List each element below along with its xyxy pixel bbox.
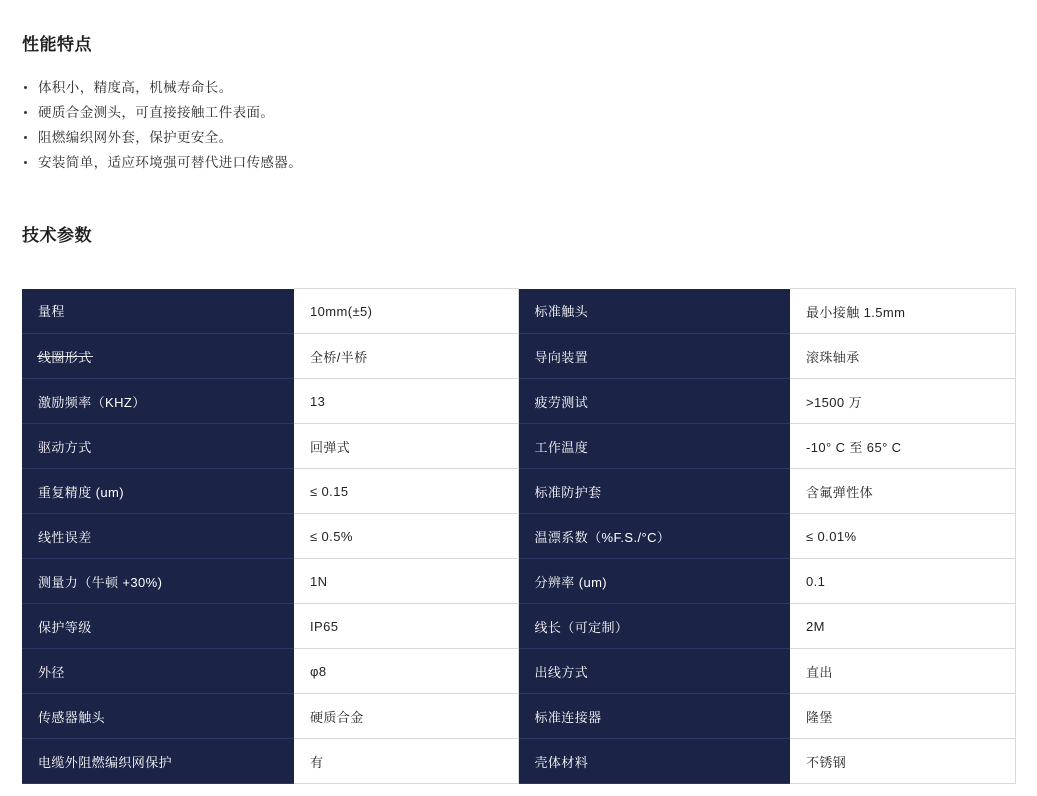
spec-value: 最小接触 1.5mm bbox=[790, 289, 1015, 334]
spec-label: 线性误差 bbox=[22, 514, 294, 559]
spec-value: >1500 万 bbox=[790, 379, 1015, 424]
table-row bbox=[22, 649, 1015, 694]
spec-value: IP65 bbox=[294, 604, 518, 649]
spec-value: ≤ 0.01% bbox=[790, 514, 1015, 559]
spec-value: 隆堡 bbox=[790, 694, 1015, 739]
spec-label: 量程 bbox=[22, 289, 294, 334]
features-list bbox=[22, 77, 1015, 173]
spec-label: 出线方式 bbox=[518, 649, 790, 694]
table-row bbox=[22, 559, 1015, 604]
spec-label: 驱动方式 bbox=[22, 424, 294, 469]
spec-value: 滚珠轴承 bbox=[790, 334, 1015, 379]
table-row bbox=[22, 739, 1015, 784]
spec-label: 外径 bbox=[22, 649, 294, 694]
spec-value: 硬质合金 bbox=[294, 694, 518, 739]
table-row bbox=[22, 334, 1015, 379]
spec-value: 1N bbox=[294, 559, 518, 604]
spec-value: φ8 bbox=[294, 649, 518, 694]
spec-label: 电缆外阻燃编织网保护 bbox=[22, 739, 294, 784]
spec-label: 标准连接器 bbox=[518, 694, 790, 739]
spec-table bbox=[22, 288, 1016, 784]
spec-value: 回弹式 bbox=[294, 424, 518, 469]
spec-value: -10° C 至 65° C bbox=[790, 424, 1015, 469]
table-row bbox=[22, 514, 1015, 559]
spec-label: 温漂系数（%F.S./°C） bbox=[518, 514, 790, 559]
spec-label: 保护等级 bbox=[22, 604, 294, 649]
spec-value: 含氟弹性体 bbox=[790, 469, 1015, 514]
spec-label: 标准触头 bbox=[518, 289, 790, 334]
spec-label: 标准防护套 bbox=[518, 469, 790, 514]
spec-label-text: 线圈形式 bbox=[38, 347, 92, 366]
spec-value: 有 bbox=[294, 739, 518, 784]
spec-value: 全桥/半桥 bbox=[294, 334, 518, 379]
spec-value: 2M bbox=[790, 604, 1015, 649]
list-item: 阻燃编织网外套，保护更安全。 bbox=[22, 127, 1015, 148]
table-row bbox=[22, 604, 1015, 649]
spec-label: 线长（可定制） bbox=[518, 604, 790, 649]
spec-table-body bbox=[22, 289, 1015, 784]
spec-value: 直出 bbox=[790, 649, 1015, 694]
table-row bbox=[22, 424, 1015, 469]
spec-value: ≤ 0.5% bbox=[294, 514, 518, 559]
list-item: 安装简单，适应环境强可替代进口传感器。 bbox=[22, 152, 1015, 173]
table-row bbox=[22, 379, 1015, 424]
spec-label: 激励频率（KHZ） bbox=[22, 379, 294, 424]
features-section-title: 性能特点 bbox=[22, 35, 92, 55]
spec-value: 13 bbox=[294, 379, 518, 424]
list-item: 体积小，精度高，机械寿命长。 bbox=[22, 77, 1015, 98]
spec-label: 分辨率 (um) bbox=[518, 559, 790, 604]
spec-label: 壳体材料 bbox=[518, 739, 790, 784]
spec-value: 10mm(±5) bbox=[294, 289, 518, 334]
list-item: 硬质合金测头，可直接接触工件表面。 bbox=[22, 102, 1015, 123]
spec-label: 重复精度 (um) bbox=[22, 469, 294, 514]
spec-value: 0.1 bbox=[790, 559, 1015, 604]
spec-label bbox=[22, 334, 294, 379]
spec-value: 不锈钢 bbox=[790, 739, 1015, 784]
spec-value: ≤ 0.15 bbox=[294, 469, 518, 514]
specs-section-title: 技术参数 bbox=[22, 226, 92, 246]
spec-label: 疲劳测试 bbox=[518, 379, 790, 424]
table-row bbox=[22, 694, 1015, 739]
spec-label: 工作温度 bbox=[518, 424, 790, 469]
table-row bbox=[22, 469, 1015, 514]
spec-label: 导向装置 bbox=[518, 334, 790, 379]
table-row bbox=[22, 289, 1015, 334]
spec-label: 测量力（牛顿 +30%) bbox=[22, 559, 294, 604]
document-page bbox=[0, 14, 1037, 796]
spec-label: 传感器触头 bbox=[22, 694, 294, 739]
